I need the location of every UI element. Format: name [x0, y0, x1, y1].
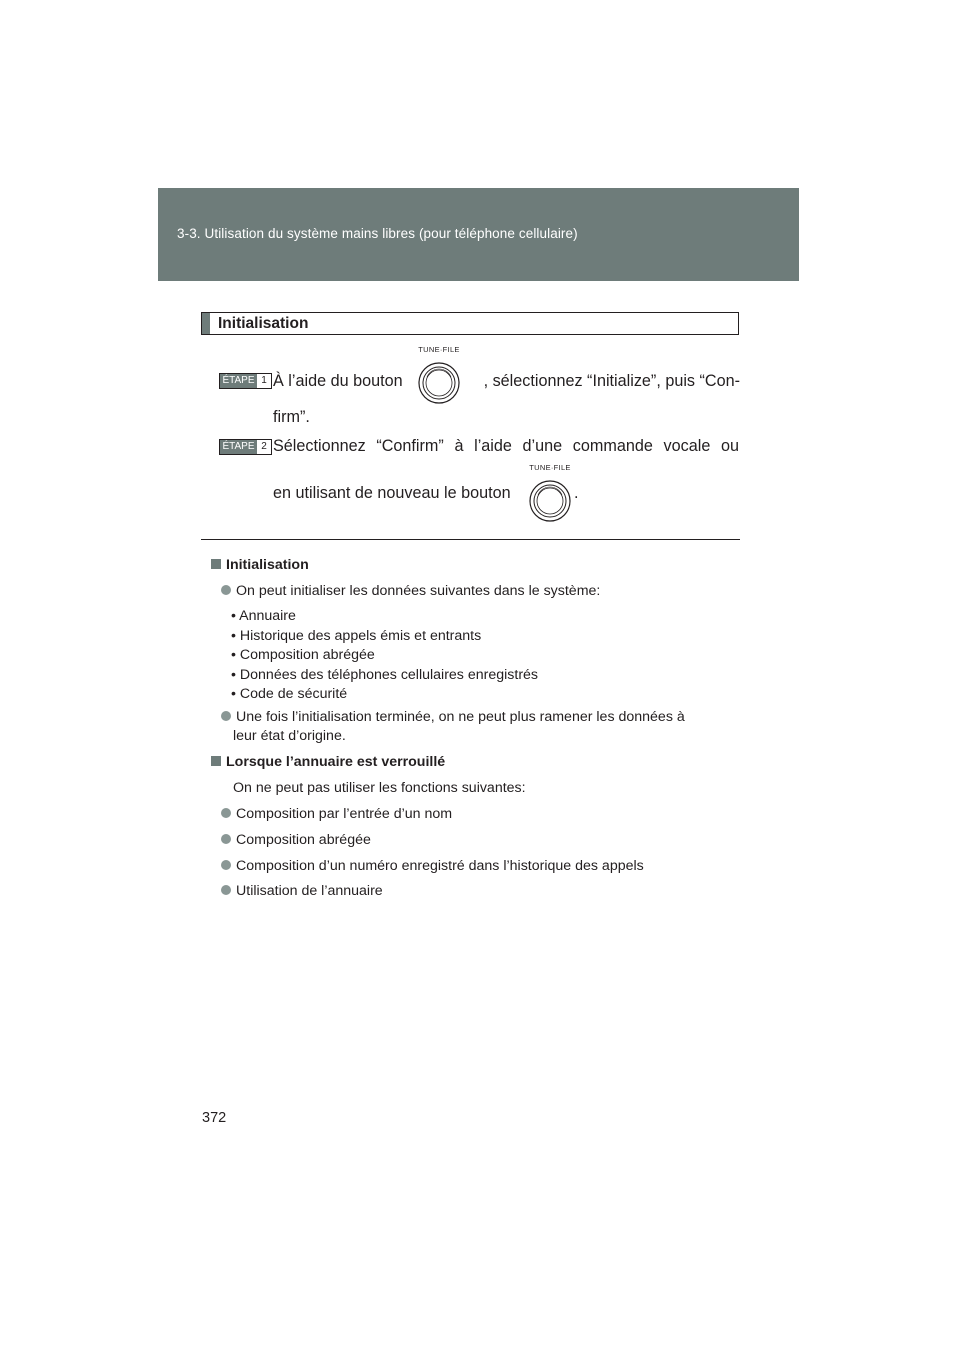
- round-bullet-icon: [221, 860, 231, 870]
- note-heading-text: Lorsque l’annuaire est verrouillé: [226, 754, 446, 770]
- square-bullet-icon: [211, 756, 221, 766]
- section-title: Initialisation: [218, 315, 309, 332]
- step-label: ÉTAPE: [220, 374, 257, 388]
- note-heading-text: Initialisation: [226, 557, 309, 573]
- tune-file-knob-icon: [414, 345, 464, 409]
- section-title-box: [201, 312, 739, 335]
- step-2-text-before: en utilisant de nouveau le bouton: [273, 484, 511, 502]
- breadcrumb: 3-3. Utilisation du système mains libres (pour téléphone cellulaire): [177, 226, 578, 241]
- square-bullet-icon: [211, 559, 221, 569]
- divider: [201, 539, 740, 540]
- round-bullet-icon: [221, 834, 231, 844]
- list-item: • Code de sécurité: [231, 686, 348, 702]
- note-bullet-text: Composition d’un numéro enregistré dans l’historique des appels: [236, 858, 644, 874]
- step-1-text-after: , sélectionnez “Initialize”, puis “Con-: [483, 372, 740, 390]
- step-2-text-after: .: [574, 484, 579, 502]
- round-bullet-icon: [221, 885, 231, 895]
- round-bullet-icon: [221, 808, 231, 818]
- note-bullet: [221, 831, 371, 850]
- note-bullet: [221, 582, 600, 601]
- note-bullet: [221, 857, 644, 876]
- note-bullet-text: Composition par l’entrée d’un nom: [236, 806, 453, 822]
- note-bullet-text: Composition abrégée: [236, 832, 371, 848]
- step-number: 1: [257, 374, 271, 388]
- round-bullet-icon: [221, 711, 231, 721]
- knob-caption: TUNE·FILE: [418, 345, 460, 354]
- step-1-text-before: À l’aide du bouton: [273, 372, 403, 390]
- note-heading-initialisation: [211, 556, 309, 575]
- note-heading-locked: [211, 753, 445, 772]
- step-1-badge: [219, 373, 272, 389]
- list-item: • Composition abrégée: [231, 647, 375, 663]
- list-item: • Annuaire: [231, 608, 296, 624]
- page-number: 372: [202, 1110, 227, 1126]
- note-bullet: [221, 882, 383, 901]
- step-2-line1: Sélectionnez “Confirm” à l’aide d’une commande vocale ou: [273, 437, 739, 455]
- round-bullet-icon: [221, 585, 231, 595]
- tune-file-knob-icon: [525, 463, 575, 527]
- note-bullet: [221, 708, 685, 727]
- note-intro: On ne peut pas utiliser les fonctions suivantes:: [233, 780, 526, 796]
- note-bullet-text: On peut initialiser les données suivantes dans le système:: [236, 583, 601, 599]
- list-item: • Données des téléphones cellulaires enregistrés: [231, 667, 539, 683]
- note-bullet-text: Utilisation de l’annuaire: [236, 883, 383, 899]
- step-2-badge: [219, 439, 272, 455]
- step-label: ÉTAPE: [220, 440, 257, 454]
- step-number: 2: [257, 440, 271, 454]
- chapter-header: [158, 188, 799, 281]
- step-1-line2: firm”.: [273, 408, 310, 426]
- note-bullet-continued: leur état d’origine.: [233, 728, 346, 744]
- knob-caption: TUNE·FILE: [529, 463, 571, 472]
- section-title-accent: [202, 313, 210, 334]
- note-bullet-text: Une fois l’initialisation terminée, on ne peut plus ramener les données à: [236, 709, 685, 725]
- list-item: • Historique des appels émis et entrants: [231, 628, 482, 644]
- note-bullet: [221, 805, 452, 824]
